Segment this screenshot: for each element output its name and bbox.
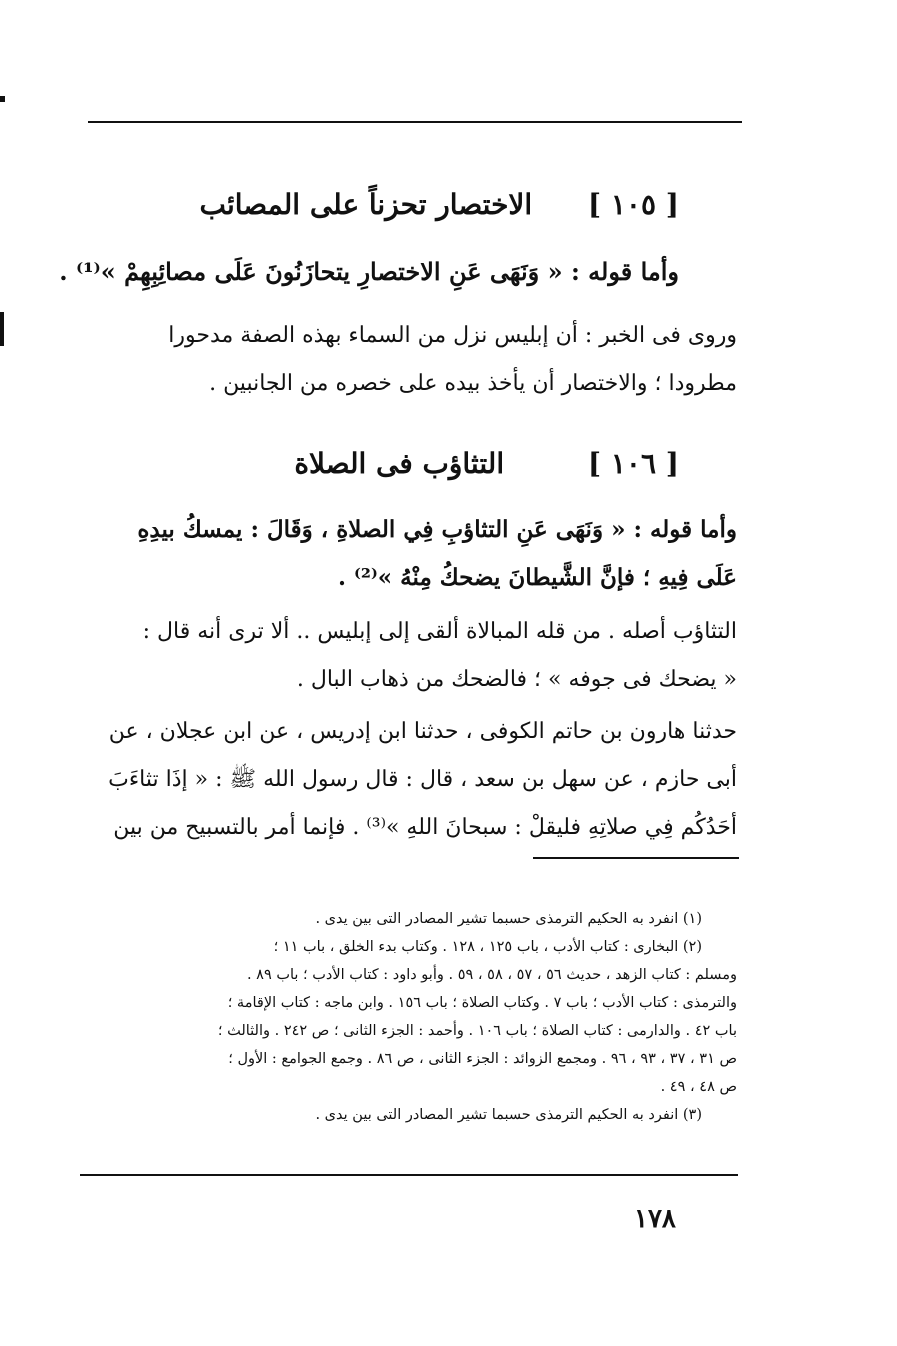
- page-number: ١٧٨: [634, 1204, 676, 1234]
- paragraph: [80, 312, 737, 408]
- paragraph-line: وأما قوله : « وَنَهَى عَنِ التثاؤبِ فِي الصلاةِ ، وَقَالَ : يمسكُ بيدِهِ: [137, 516, 737, 543]
- footnote: (١) انفرد به الحكيم الترمذى حسبما تشير المصادر التى بين يدى .: [315, 911, 702, 927]
- bottom-rule: [80, 1174, 738, 1176]
- paragraph-line: التثاؤب أصله . من قله المبالاة ألقى إلى إبليس .. ألا ترى أنه قال :: [142, 619, 737, 644]
- footnote: ص ٣١ ، ٣٧ ، ٩٣ ، ٩٦ . ومجمع الزوائد : الجزء الثانى ، ص ٨٦ . وجمع الجوامع : الأول ؛: [228, 1051, 737, 1067]
- paragraph-line: وأما قوله : « وَنَهَى عَنِ الاختصارِ يتحازَنُونَ عَلَى مصائِبِهِمْ »⁽¹⁾ .: [59, 257, 679, 286]
- paragraph: [80, 608, 737, 704]
- paragraph: [80, 708, 737, 852]
- top-rule: [88, 121, 742, 123]
- paragraph-line: مطرودا ؛ والاختصار أن يأخذ بيده على خصره من الجانبين .: [209, 371, 737, 396]
- paragraph-line: أحَدُكُم فِي صلاتِهِ فليقلْ : سبحانَ اللهِ »⁽³⁾ . فإنما أمر بالتسبيح من بين: [113, 815, 737, 840]
- section-heading: [199, 188, 679, 221]
- scan-mark-left: [0, 312, 4, 346]
- paragraph-line: « يضحك فى جوفه » ؛ فالضحك من ذهاب البال .: [296, 667, 737, 692]
- section-heading: [294, 447, 679, 480]
- paragraph-line: عَلَى فِيهِ ؛ فإنَّ الشَّيطانَ يضحكُ مِنْهُ »⁽²⁾ .: [338, 564, 737, 591]
- section-number: [ ١٠٦ ]: [587, 447, 679, 480]
- paragraph-line: وروى فى الخبر : أن إبليس نزل من السماء بهذه الصفة مدحورا: [168, 323, 737, 348]
- paragraph: [80, 506, 737, 602]
- footnote: ص ٤٨ ، ٤٩ .: [660, 1079, 737, 1095]
- scan-mark-left: [0, 96, 5, 102]
- paragraph-line: أبى حازم ، عن سهل بن سعد ، قال : قال رسول الله ﷺ : « إذَا تثاءَبَ: [108, 767, 737, 792]
- footnote: والترمذى : كتاب الأدب ؛ باب ٧ . وكتاب الصلاة ؛ باب ١٥٦ . وابن ماجه : كتاب الإقامة ؛: [227, 995, 737, 1011]
- footnote: (٢) البخارى : كتاب الأدب ، باب ١٢٥ ، ١٢٨ . وكتاب بدء الخلق ، باب ١١ ؛: [273, 939, 702, 955]
- paragraph-line: حدثنا هارون بن حاتم الكوفى ، حدثنا ابن إدريس ، عن ابن عجلان ، عن: [108, 719, 737, 744]
- section-title: الاختصار تحزناً على المصائب: [199, 188, 533, 221]
- footnote: باب ٤٢ . والدارمى : كتاب الصلاة ؛ باب ١٠٦ . وأحمد : الجزء الثانى ؛ ص ٢٤٢ . والثالث ؛: [217, 1023, 737, 1039]
- footnote-separator: [533, 857, 739, 859]
- section-title: التثاؤب فى الصلاة: [294, 447, 505, 480]
- section-number: [ ١٠٥ ]: [587, 188, 679, 221]
- footnote: (٣) انفرد به الحكيم الترمذى حسبما تشير المصادر التى بين يدى .: [315, 1107, 702, 1123]
- footnote: ومسلم : كتاب الزهد ، حديث ٥٦ ، ٥٧ ، ٥٨ ، ٥٩ . وأبو داود : كتاب الأدب ؛ باب ٨٩ .: [246, 967, 737, 983]
